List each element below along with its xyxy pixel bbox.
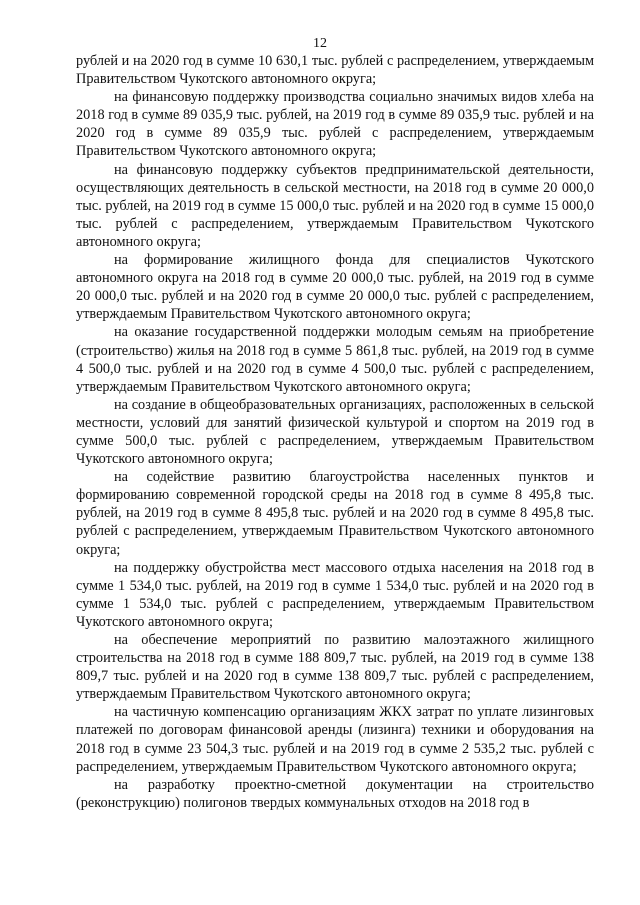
paragraph-leasing-compensation: на частичную компенсацию организациям ЖКХ затрат по уплате лизинговых платежей по договорам финансовой аренды (лизинга) техники и оборудования на 2018 год в сумме 23 504,3 тыс. рублей и на 2019 год в сумме 2 535,2 тыс. рублей с распределением, утверждаемым Правительством Чукотского автономного округа; (76, 704, 594, 775)
paragraph-continuation: рублей и на 2020 год в сумме 10 630,1 тыс. рублей с распределением, утверждаемым Правительством Чукотского автономного округа; (76, 53, 594, 88)
paragraph-housing-specialists: на формирование жилищного фонда для специалистов Чукотского автономного округа на 2018 год в сумме 20 000,0 тыс. рублей, на 2019 год в сумме 20 000,0 тыс. рублей и на 2020 год в сумме 20 000,0 тыс. рублей с распределением, утверждаемым Правительством Чукотского автономного округа; (76, 252, 594, 323)
paragraph-recreation-areas: на поддержку обустройства мест массового отдыха населения на 2018 год в сумме 1 534,0 тыс. рублей, на 2019 год в сумме 1 534,0 тыс. рублей и на 2020 год в сумме 1 534,0 тыс. рублей с распределением, утверждаемым Правительством Чукотского автономного округа; (76, 559, 594, 630)
paragraph-bread-support: на финансовую поддержку производства социально значимых видов хлеба на 2018 год в сумме 89 035,9 тыс. рублей, на 2019 год в сумме 89 035,9 тыс. рублей и на 2020 год в сумме 89 035,9 тыс. рублей с распределением, утверждаемым Правительством Чукотского автономного округа; (76, 89, 594, 160)
page-number: 12 (313, 36, 327, 51)
paragraph-rural-sports: на создание в общеобразовательных организациях, расположенных в сельской местности, условий для занятий физической культурой и спортом на 2019 год в сумме 500,0 тыс. рублей с распределением, утверждаемым Правительством Чукотского автономного округа; (76, 396, 594, 468)
paragraph-young-families: на оказание государственной поддержки молодым семьям на приобретение (строительство) жилья на 2018 год в сумме 5 861,8 тыс. рублей, на 2019 год в сумме 4 500,0 тыс. рублей и на 2020 год в сумме 4 500,0 тыс. рублей с распределением, утверждаемым Правительством Чукотского автономного округа; (76, 324, 594, 395)
paragraph-low-rise-housing: на обеспечение мероприятий по развитию малоэтажного жилищного строительства на 2018 год в сумме 188 809,7 тыс. рублей, на 2019 год в сумме 138 809,7 тыс. рублей и на 2020 год в сумме 138 809,7 тыс. рублей с распределением, утверждаемым Правительством Чукотского автономного округа; (76, 632, 594, 703)
document-body (76, 52, 594, 812)
paragraph-urban-environment: на содействие развитию благоустройства населенных пунктов и формированию современной городской среды на 2018 год в сумме 8 495,8 тыс. рублей, на 2019 год в сумме 8 495,8 тыс. рублей и на 2020 год в сумме 8 495,8 тыс. рублей с распределением, утверждаемым Правительством Чукотского автономного округа; (76, 469, 594, 558)
paragraph-business-support: на финансовую поддержку субъектов предпринимательской деятельности, осуществляющих деятельность в сельской местности, на 2018 год в сумме 20 000,0 тыс. рублей, на 2019 год в сумме 15 000,0 тыс. рублей и на 2020 год в сумме 15 000,0 тыс. рублей с распределением, утверждаемым Правительством Чукотского автономного округа; (76, 161, 594, 250)
paragraph-waste-landfills: на разработку проектно-сметной документации на строительство (реконструкцию) полигонов твердых коммунальных отходов на 2018 год в (76, 776, 594, 811)
